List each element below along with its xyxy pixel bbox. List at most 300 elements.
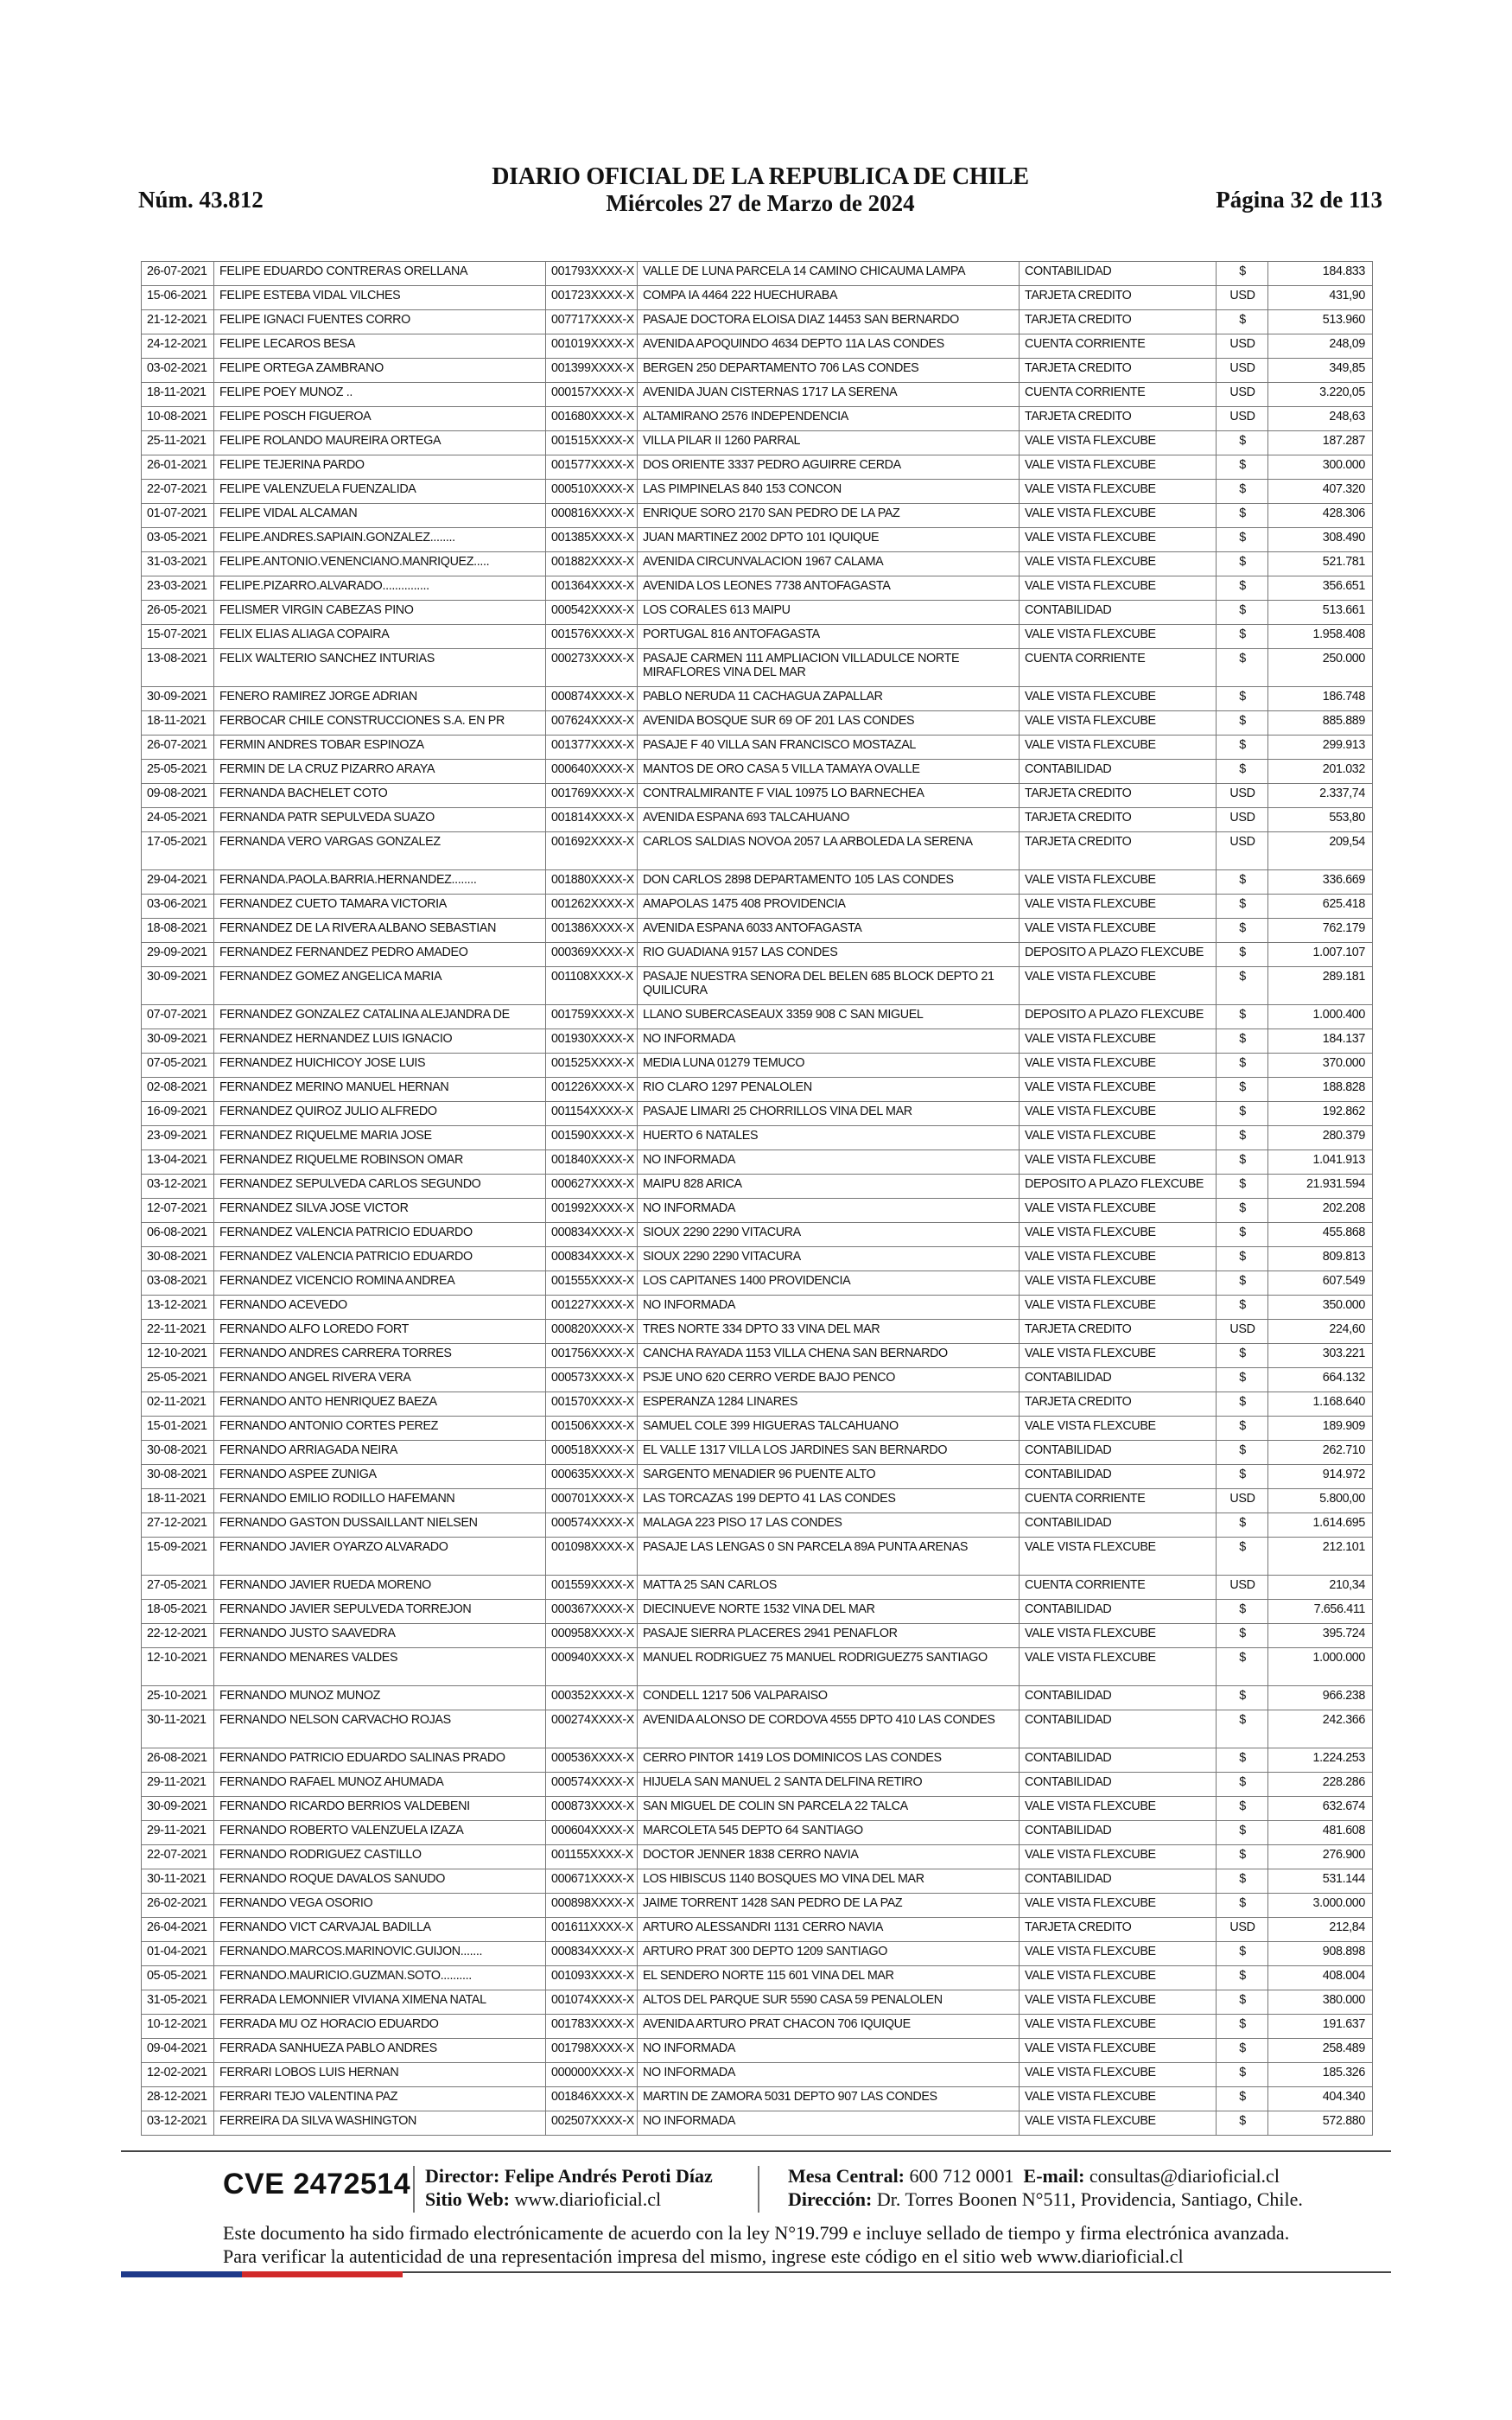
currency-cell: $ [1217, 504, 1268, 528]
date-cell: 18-11-2021 [142, 383, 214, 407]
address-cell: ARTURO ALESSANDRI 1131 CERRO NAVIA [638, 1918, 1020, 1942]
product-cell: VALE VISTA FLEXCUBE [1020, 1966, 1217, 1990]
name-cell: FELIPE VALENZUELA FUENZALIDA [214, 480, 546, 504]
date-cell: 13-08-2021 [142, 649, 214, 687]
amount-cell: 299.913 [1268, 736, 1373, 760]
name-cell: FERNANDO NELSON CARVACHO ROJAS [214, 1710, 546, 1748]
address-cell: AVENIDA BOSQUE SUR 69 OF 201 LAS CONDES [638, 711, 1020, 736]
name-cell: FERNANDA PATR SEPULVEDA SUAZO [214, 808, 546, 832]
account-cell: 001364XXXX-X [546, 576, 638, 601]
product-cell: VALE VISTA FLEXCUBE [1020, 687, 1217, 711]
amount-cell: 762.179 [1268, 919, 1373, 943]
address-cell: CARLOS SALDIAS NOVOA 2057 LA ARBOLEDA LA SERENA [638, 832, 1020, 870]
amount-cell: 212.101 [1268, 1538, 1373, 1576]
amount-cell: 1.000.400 [1268, 1005, 1373, 1029]
amount-cell: 380.000 [1268, 1990, 1373, 2015]
name-cell: FERNANDO ANTO HENRIQUEZ BAEZA [214, 1392, 546, 1417]
currency-cell: $ [1217, 1624, 1268, 1648]
address-cell: PASAJE DOCTORA ELOISA DIAZ 14453 SAN BERNARDO [638, 310, 1020, 334]
table-row [142, 1845, 1373, 1869]
amount-cell: 258.489 [1268, 2039, 1373, 2063]
name-cell: FELIPE POSCH FIGUEROA [214, 407, 546, 431]
date-cell: 10-08-2021 [142, 407, 214, 431]
currency-cell: USD [1217, 286, 1268, 310]
name-cell: FERNANDEZ GONZALEZ CATALINA ALEJANDRA DE [214, 1005, 546, 1029]
date-cell: 15-09-2021 [142, 1538, 214, 1576]
date-cell: 26-07-2021 [142, 262, 214, 286]
account-cell: 001098XXXX-X [546, 1538, 638, 1576]
date-cell: 30-09-2021 [142, 1797, 214, 1821]
name-cell: FERNANDO VEGA OSORIO [214, 1894, 546, 1918]
currency-cell: $ [1217, 1296, 1268, 1320]
product-cell: VALE VISTA FLEXCUBE [1020, 528, 1217, 552]
account-cell: 001570XXXX-X [546, 1392, 638, 1417]
account-cell: 000604XXXX-X [546, 1821, 638, 1845]
amount-cell: 188.828 [1268, 1078, 1373, 1102]
table-row [142, 1489, 1373, 1513]
address-cell: LAS PIMPINELAS 840 153 CONCON [638, 480, 1020, 504]
account-cell: 001930XXXX-X [546, 1029, 638, 1054]
product-cell: VALE VISTA FLEXCUBE [1020, 1126, 1217, 1150]
currency-cell: $ [1217, 919, 1268, 943]
address-cell: ARTURO PRAT 300 DEPTO 1209 SANTIAGO [638, 1942, 1020, 1966]
amount-cell: 202.208 [1268, 1199, 1373, 1223]
name-cell: FELIPE.ANDRES.SAPIAIN.GONZALEZ........ [214, 528, 546, 552]
email-link[interactable]: consultas@diarioficial.cl [1089, 2165, 1280, 2187]
name-cell: FERNANDEZ MERINO MANUEL HERNAN [214, 1078, 546, 1102]
product-cell: VALE VISTA FLEXCUBE [1020, 1797, 1217, 1821]
table-row [142, 1296, 1373, 1320]
currency-cell: $ [1217, 1797, 1268, 1821]
amount-cell: 664.132 [1268, 1368, 1373, 1392]
table-row [142, 1942, 1373, 1966]
account-cell: 001377XXXX-X [546, 736, 638, 760]
account-cell: 001783XXXX-X [546, 2015, 638, 2039]
account-cell: 007717XXXX-X [546, 310, 638, 334]
product-cell: TARJETA CREDITO [1020, 1918, 1217, 1942]
table-row [142, 1990, 1373, 2015]
product-cell: CONTABILIDAD [1020, 1710, 1217, 1748]
date-cell: 26-01-2021 [142, 455, 214, 480]
name-cell: FERNANDEZ SEPULVEDA CARLOS SEGUNDO [214, 1175, 546, 1199]
product-cell: VALE VISTA FLEXCUBE [1020, 625, 1217, 649]
table-row [142, 552, 1373, 576]
table-row [142, 1821, 1373, 1845]
product-cell: TARJETA CREDITO [1020, 1320, 1217, 1344]
name-cell: FERNANDA VERO VARGAS GONZALEZ [214, 832, 546, 870]
flag-red-band [242, 2271, 403, 2277]
address-cell: NO INFORMADA [638, 2039, 1020, 2063]
name-cell: FELIX ELIAS ALIAGA COPAIRA [214, 625, 546, 649]
amount-cell: 481.608 [1268, 1821, 1373, 1845]
currency-cell: $ [1217, 687, 1268, 711]
currency-cell: $ [1217, 967, 1268, 1005]
name-cell: FERNANDO ACEVEDO [214, 1296, 546, 1320]
product-cell: DEPOSITO A PLAZO FLEXCUBE [1020, 1175, 1217, 1199]
amount-cell: 625.418 [1268, 895, 1373, 919]
currency-cell: $ [1217, 1465, 1268, 1489]
currency-cell: $ [1217, 1821, 1268, 1845]
date-cell: 21-12-2021 [142, 310, 214, 334]
address-cell: JAIME TORRENT 1428 SAN PEDRO DE LA PAZ [638, 1894, 1020, 1918]
account-cell: 001880XXXX-X [546, 870, 638, 895]
account-cell: 001506XXXX-X [546, 1417, 638, 1441]
amount-cell: 1.007.107 [1268, 943, 1373, 967]
email-label: E-mail: [1023, 2165, 1085, 2187]
name-cell: FERNANDEZ SILVA JOSE VICTOR [214, 1199, 546, 1223]
account-cell: 001680XXXX-X [546, 407, 638, 431]
table-row [142, 1441, 1373, 1465]
address-cell: LLANO SUBERCASEAUX 3359 908 C SAN MIGUEL [638, 1005, 1020, 1029]
date-cell: 30-11-2021 [142, 1710, 214, 1748]
address-cell: SARGENTO MENADIER 96 PUENTE ALTO [638, 1465, 1020, 1489]
amount-cell: 632.674 [1268, 1797, 1373, 1821]
currency-cell: $ [1217, 1513, 1268, 1538]
date-cell: 17-05-2021 [142, 832, 214, 870]
name-cell: FERNANDEZ FERNANDEZ PEDRO AMADEO [214, 943, 546, 967]
name-cell: FERMIN DE LA CRUZ PIZARRO ARAYA [214, 760, 546, 784]
table-row [142, 1392, 1373, 1417]
name-cell: FELIPE TEJERINA PARDO [214, 455, 546, 480]
product-cell: VALE VISTA FLEXCUBE [1020, 1223, 1217, 1247]
address-cell: HIJUELA SAN MANUEL 2 SANTA DELFINA RETIRO [638, 1773, 1020, 1797]
name-cell: FERNANDEZ DE LA RIVERA ALBANO SEBASTIAN [214, 919, 546, 943]
address-cell: JUAN MARTINEZ 2002 DPTO 101 IQUIQUE [638, 528, 1020, 552]
currency-cell: $ [1217, 480, 1268, 504]
date-cell: 23-03-2021 [142, 576, 214, 601]
product-cell: VALE VISTA FLEXCUBE [1020, 736, 1217, 760]
amount-cell: 248,63 [1268, 407, 1373, 431]
address-cell: PASAJE SIERRA PLACERES 2941 PENAFLOR [638, 1624, 1020, 1648]
amount-cell: 5.800,00 [1268, 1489, 1373, 1513]
footer-divider-top [121, 2150, 1391, 2152]
name-cell: FERNANDEZ RIQUELME ROBINSON OMAR [214, 1150, 546, 1175]
amount-cell: 276.900 [1268, 1845, 1373, 1869]
product-cell: VALE VISTA FLEXCUBE [1020, 1029, 1217, 1054]
table-row [142, 1710, 1373, 1748]
product-cell: VALE VISTA FLEXCUBE [1020, 1894, 1217, 1918]
name-cell: FELIPE.ANTONIO.VENENCIANO.MANRIQUEZ..... [214, 552, 546, 576]
table-row [142, 1600, 1373, 1624]
table-row [142, 2015, 1373, 2039]
account-cell: 000635XXXX-X [546, 1465, 638, 1489]
table-row [142, 576, 1373, 601]
address-value: Dr. Torres Boonen N°511, Providencia, Santiago, Chile. [876, 2188, 1303, 2210]
product-cell: VALE VISTA FLEXCUBE [1020, 919, 1217, 943]
product-cell: VALE VISTA FLEXCUBE [1020, 2039, 1217, 2063]
address-cell: ENRIQUE SORO 2170 SAN PEDRO DE LA PAZ [638, 504, 1020, 528]
amount-cell: 228.286 [1268, 1773, 1373, 1797]
date-cell: 13-12-2021 [142, 1296, 214, 1320]
website-line [425, 2188, 713, 2211]
name-cell: FERNANDO VICT CARVAJAL BADILLA [214, 1918, 546, 1942]
product-cell: VALE VISTA FLEXCUBE [1020, 455, 1217, 480]
product-cell: CUENTA CORRIENTE [1020, 1489, 1217, 1513]
currency-cell: $ [1217, 1078, 1268, 1102]
currency-cell: $ [1217, 2087, 1268, 2111]
currency-cell: USD [1217, 832, 1268, 870]
table-row [142, 625, 1373, 649]
date-cell: 27-05-2021 [142, 1576, 214, 1600]
amount-cell: 248,09 [1268, 334, 1373, 359]
product-cell: CONTABILIDAD [1020, 1869, 1217, 1894]
address-cell: PORTUGAL 816 ANTOFAGASTA [638, 625, 1020, 649]
name-cell: FERNANDO MENARES VALDES [214, 1648, 546, 1686]
currency-cell: $ [1217, 1600, 1268, 1624]
table-row [142, 286, 1373, 310]
amount-cell: 262.710 [1268, 1441, 1373, 1465]
name-cell: FERRARI LOBOS LUIS HERNAN [214, 2063, 546, 2087]
masthead-title: DIARIO OFICIAL DE LA REPUBLICA DE CHILE [492, 163, 1029, 190]
currency-cell: $ [1217, 1005, 1268, 1029]
amount-cell: 212,84 [1268, 1918, 1373, 1942]
date-cell: 26-02-2021 [142, 1894, 214, 1918]
address-cell: LAS TORCAZAS 199 DEPTO 41 LAS CONDES [638, 1489, 1020, 1513]
account-cell: 000510XXXX-X [546, 480, 638, 504]
currency-cell: $ [1217, 431, 1268, 455]
amount-cell: 209,54 [1268, 832, 1373, 870]
currency-cell: $ [1217, 1247, 1268, 1271]
address-cell: DOS ORIENTE 3337 PEDRO AGUIRRE CERDA [638, 455, 1020, 480]
date-cell: 28-12-2021 [142, 2087, 214, 2111]
amount-cell: 350.000 [1268, 1296, 1373, 1320]
currency-cell: USD [1217, 808, 1268, 832]
account-cell: 001386XXXX-X [546, 919, 638, 943]
name-cell: FELIPE ESTEBA VIDAL VILCHES [214, 286, 546, 310]
name-cell: FERNANDO ASPEE ZUNIGA [214, 1465, 546, 1489]
table-row [142, 1320, 1373, 1344]
amount-cell: 407.320 [1268, 480, 1373, 504]
table-row [142, 455, 1373, 480]
amount-cell: 3.000.000 [1268, 1894, 1373, 1918]
account-cell: 001793XXXX-X [546, 262, 638, 286]
amount-cell: 1.224.253 [1268, 1748, 1373, 1773]
address-cell: AVENIDA JUAN CISTERNAS 1717 LA SERENA [638, 383, 1020, 407]
address-cell: SIOUX 2290 2290 VITACURA [638, 1223, 1020, 1247]
name-cell: FELIPE ORTEGA ZAMBRANO [214, 359, 546, 383]
account-cell: 000574XXXX-X [546, 1773, 638, 1797]
address-cell: AVENIDA ALONSO DE CORDOVA 4555 DPTO 410 LAS CONDES [638, 1710, 1020, 1748]
table-row [142, 1126, 1373, 1150]
account-cell: 000542XXXX-X [546, 601, 638, 625]
name-cell: FELIPE POEY MUNOZ .. [214, 383, 546, 407]
date-cell: 02-11-2021 [142, 1392, 214, 1417]
website-link[interactable]: www.diarioficial.cl [514, 2188, 662, 2210]
address-cell: MALAGA 223 PISO 17 LAS CONDES [638, 1513, 1020, 1538]
table-row [142, 1005, 1373, 1029]
account-cell: 001759XXXX-X [546, 1005, 638, 1029]
product-cell: CUENTA CORRIENTE [1020, 334, 1217, 359]
currency-cell: $ [1217, 1845, 1268, 1869]
name-cell: FERNANDA BACHELET COTO [214, 784, 546, 808]
mesa-phone: 600 712 0001 [909, 2165, 1014, 2187]
masthead [138, 164, 1382, 216]
address-cell: PASAJE CARMEN 111 AMPLIACION VILLADULCE NORTE MIRAFLORES VINA DEL MAR [638, 649, 1020, 687]
currency-cell: $ [1217, 2063, 1268, 2087]
amount-cell: 250.000 [1268, 649, 1373, 687]
table-row [142, 1368, 1373, 1392]
table-row [142, 2087, 1373, 2111]
amount-cell: 2.337,74 [1268, 784, 1373, 808]
currency-cell: $ [1217, 895, 1268, 919]
account-cell: 001882XXXX-X [546, 552, 638, 576]
table-row [142, 601, 1373, 625]
table-row [142, 504, 1373, 528]
date-cell: 29-09-2021 [142, 943, 214, 967]
name-cell: FERNANDO ANGEL RIVERA VERA [214, 1368, 546, 1392]
account-cell: 000573XXXX-X [546, 1368, 638, 1392]
account-cell: 000274XXXX-X [546, 1710, 638, 1748]
table-row [142, 1175, 1373, 1199]
name-cell: FERNANDEZ VALENCIA PATRICIO EDUARDO [214, 1247, 546, 1271]
address-cell: AVENIDA LOS LEONES 7738 ANTOFAGASTA [638, 576, 1020, 601]
address-cell: LOS HIBISCUS 1140 BOSQUES MO VINA DEL MAR [638, 1869, 1020, 1894]
product-cell: DEPOSITO A PLAZO FLEXCUBE [1020, 1005, 1217, 1029]
table-row [142, 1748, 1373, 1773]
address-cell: RIO GUADIANA 9157 LAS CONDES [638, 943, 1020, 967]
currency-cell: $ [1217, 1223, 1268, 1247]
amount-cell: 885.889 [1268, 711, 1373, 736]
currency-cell: $ [1217, 1054, 1268, 1078]
name-cell: FERNANDO.MAURICIO.GUZMAN.SOTO.......... [214, 1966, 546, 1990]
account-cell: 001154XXXX-X [546, 1102, 638, 1126]
date-cell: 12-10-2021 [142, 1344, 214, 1368]
name-cell: FELIX WALTERIO SANCHEZ INTURIAS [214, 649, 546, 687]
contact-line [788, 2164, 1303, 2188]
table-row [142, 1102, 1373, 1126]
date-cell: 22-12-2021 [142, 1624, 214, 1648]
product-cell: VALE VISTA FLEXCUBE [1020, 1078, 1217, 1102]
table-row [142, 1223, 1373, 1247]
table-row [142, 870, 1373, 895]
product-cell: CONTABILIDAD [1020, 262, 1217, 286]
date-cell: 26-08-2021 [142, 1748, 214, 1773]
product-cell: TARJETA CREDITO [1020, 310, 1217, 334]
date-cell: 25-10-2021 [142, 1686, 214, 1710]
amount-cell: 455.868 [1268, 1223, 1373, 1247]
account-cell: 001611XXXX-X [546, 1918, 638, 1942]
contact-info [788, 2164, 1303, 2211]
amount-cell: 395.724 [1268, 1624, 1373, 1648]
address-cell: CANCHA RAYADA 1153 VILLA CHENA SAN BERNARDO [638, 1344, 1020, 1368]
table-row [142, 407, 1373, 431]
amount-cell: 431,90 [1268, 286, 1373, 310]
product-cell: VALE VISTA FLEXCUBE [1020, 2087, 1217, 2111]
table-row [142, 2039, 1373, 2063]
amount-cell: 300.000 [1268, 455, 1373, 480]
account-cell: 000834XXXX-X [546, 1942, 638, 1966]
product-cell: VALE VISTA FLEXCUBE [1020, 1296, 1217, 1320]
amount-cell: 1.958.408 [1268, 625, 1373, 649]
amount-cell: 186.748 [1268, 687, 1373, 711]
account-cell: 001590XXXX-X [546, 1126, 638, 1150]
name-cell: FELIPE EDUARDO CONTRERAS ORELLANA [214, 262, 546, 286]
table-row [142, 2063, 1373, 2087]
name-cell: FERNANDEZ QUIROZ JULIO ALFREDO [214, 1102, 546, 1126]
product-cell: CONTABILIDAD [1020, 1686, 1217, 1710]
name-cell: FERNANDO RAFAEL MUNOZ AHUMADA [214, 1773, 546, 1797]
currency-cell: USD [1217, 1320, 1268, 1344]
address-cell: COMPA IA 4464 222 HUECHURABA [638, 286, 1020, 310]
date-cell: 18-11-2021 [142, 711, 214, 736]
table-row [142, 383, 1373, 407]
product-cell: CONTABILIDAD [1020, 1513, 1217, 1538]
product-cell: VALE VISTA FLEXCUBE [1020, 576, 1217, 601]
date-cell: 18-05-2021 [142, 1600, 214, 1624]
table-row [142, 1247, 1373, 1271]
masthead-date: Miércoles 27 de Marzo de 2024 [606, 190, 915, 216]
amount-cell: 3.220,05 [1268, 383, 1373, 407]
currency-cell: USD [1217, 407, 1268, 431]
currency-cell: $ [1217, 1710, 1268, 1748]
name-cell: FELIPE IGNACI FUENTES CORRO [214, 310, 546, 334]
address-cell: PABLO NERUDA 11 CACHAGUA ZAPALLAR [638, 687, 1020, 711]
account-cell: 000873XXXX-X [546, 1797, 638, 1821]
address-cell: CERRO PINTOR 1419 LOS DOMINICOS LAS CONDES [638, 1748, 1020, 1773]
name-cell: FERNANDO ROBERTO VALENZUELA IZAZA [214, 1821, 546, 1845]
product-cell: TARJETA CREDITO [1020, 407, 1217, 431]
currency-cell: USD [1217, 359, 1268, 383]
account-cell: 000518XXXX-X [546, 1441, 638, 1465]
account-cell: 000367XXXX-X [546, 1600, 638, 1624]
date-cell: 22-07-2021 [142, 480, 214, 504]
account-cell: 000701XXXX-X [546, 1489, 638, 1513]
accounts-table-body [142, 262, 1373, 2136]
date-cell: 07-05-2021 [142, 1054, 214, 1078]
director-info [425, 2164, 713, 2211]
account-cell: 001074XXXX-X [546, 1990, 638, 2015]
address-cell: VALLE DE LUNA PARCELA 14 CAMINO CHICAUMA LAMPA [638, 262, 1020, 286]
address-line [788, 2188, 1303, 2211]
product-cell: CONTABILIDAD [1020, 1368, 1217, 1392]
product-cell: VALE VISTA FLEXCUBE [1020, 1271, 1217, 1296]
date-cell: 30-08-2021 [142, 1441, 214, 1465]
date-cell: 30-08-2021 [142, 1465, 214, 1489]
footer-separator [758, 2166, 759, 2213]
product-cell: VALE VISTA FLEXCUBE [1020, 504, 1217, 528]
account-cell: 001576XXXX-X [546, 625, 638, 649]
date-cell: 26-04-2021 [142, 1918, 214, 1942]
table-row [142, 1029, 1373, 1054]
product-cell: VALE VISTA FLEXCUBE [1020, 1247, 1217, 1271]
currency-cell: $ [1217, 1271, 1268, 1296]
currency-cell: $ [1217, 1773, 1268, 1797]
address-label: Dirección: [788, 2188, 873, 2210]
date-cell: 30-09-2021 [142, 687, 214, 711]
address-cell: DIECINUEVE NORTE 1532 VINA DEL MAR [638, 1600, 1020, 1624]
product-cell: VALE VISTA FLEXCUBE [1020, 711, 1217, 736]
address-cell: CONTRALMIRANTE F VIAL 10975 LO BARNECHEA [638, 784, 1020, 808]
table-row [142, 919, 1373, 943]
date-cell: 01-04-2021 [142, 1942, 214, 1966]
name-cell: FERNANDEZ HUICHICOY JOSE LUIS [214, 1054, 546, 1078]
table-row [142, 2111, 1373, 2136]
currency-cell: $ [1217, 2039, 1268, 2063]
table-row [142, 808, 1373, 832]
currency-cell: $ [1217, 1199, 1268, 1223]
amount-cell: 1.614.695 [1268, 1513, 1373, 1538]
currency-cell: $ [1217, 736, 1268, 760]
amount-cell: 1.168.640 [1268, 1392, 1373, 1417]
address-cell: MARTIN DE ZAMORA 5031 DEPTO 907 LAS CONDES [638, 2087, 1020, 2111]
address-cell: PSJE UNO 620 CERRO VERDE BAJO PENCO [638, 1368, 1020, 1392]
product-cell: TARJETA CREDITO [1020, 359, 1217, 383]
amount-cell: 370.000 [1268, 1054, 1373, 1078]
date-cell: 03-12-2021 [142, 1175, 214, 1199]
currency-cell: $ [1217, 1175, 1268, 1199]
table-row [142, 1078, 1373, 1102]
product-cell: VALE VISTA FLEXCUBE [1020, 1417, 1217, 1441]
